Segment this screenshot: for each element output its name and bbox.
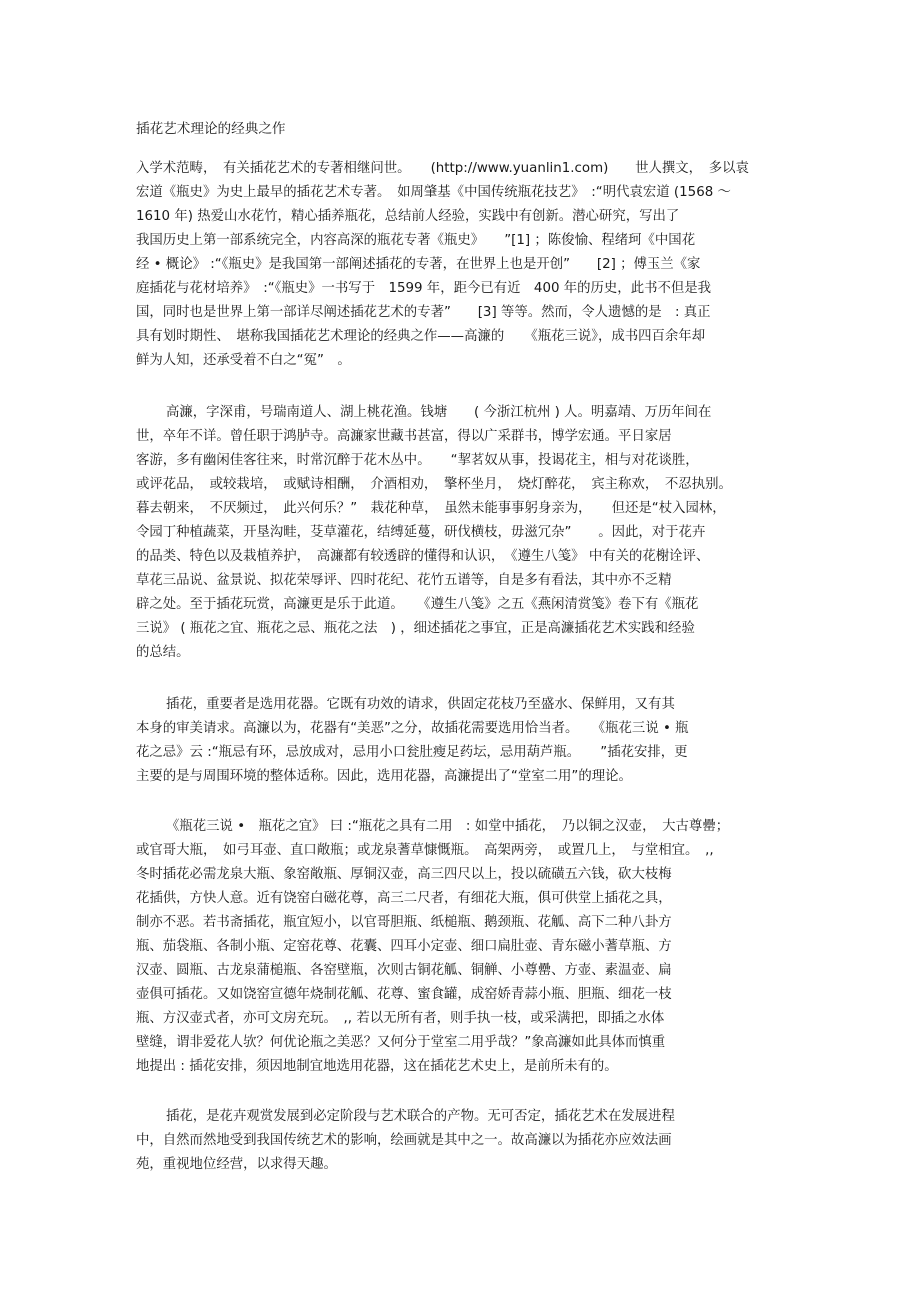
paragraph-2-line-3: 客游，多有幽闲佳客往来，时常沉醉于花木丛中。 “挈茗奴从事，投谒花主，相与对花谈胜，	[136, 453, 699, 468]
paragraph-5-line-3: 苑，重视地位经营，以求得天趣。	[136, 1157, 337, 1172]
paragraph-1-line-7: 国，同时也是世界上第一部详尽阐述插花艺术的专著” [3] 等等。然而，令人遗憾的是 : 真正	[136, 305, 711, 320]
document-title: 插花艺术理论的经典之作	[136, 121, 286, 137]
paragraph-4-line-3: 冬时插花必需龙泉大瓶、象窑敞瓶、厚铜汉壶，高三四尺以上，投以硫磺五六钱，砍大枝梅	[136, 867, 672, 882]
paragraph-4-line-1: 《瓶花三说 • 瓶花之宜》 曰 :“瓶花之具有二用 : 如堂中插花， 乃以铜之汉壶， 大古尊罍；	[166, 819, 730, 834]
paragraph-4-line-11: 地提出 : 插花安排，须因地制宜地选用花器，这在插花艺术史上，是前所未有的。	[136, 1059, 618, 1074]
paragraph-2-line-6: 令园丁种植蔬菜，开垦沟畦，芟草灌花，结缚延蔓，研伐横枝，毋滋冗杂” 。因此，对于花卉	[136, 525, 706, 540]
paragraph-2-line-10: 三说》 ( 瓶花之宜、瓶花之忌、瓶花之法 ) ，细述插花之事宜，正是高濂插花艺术实践和经验	[136, 621, 695, 636]
paragraph-3-line-3: 花之忌》云 :“瓶忌有环，忌放成对，忌用小口瓮肚瘦足药坛，忌用葫芦瓶。 ”插花安排，更	[136, 745, 688, 760]
paragraph-3-line-4: 主要的是与周围环境的整体适称。因此，选用花器，高濂提出了“堂室二用”的理论。	[136, 769, 632, 784]
paragraph-2-line-4: 或评花品， 或较栽培， 或赋诗相酬， 介酒相劝， 擎杯坐月， 烧灯醉花， 宾主称欢， 不忍执别。	[136, 477, 732, 492]
paragraph-3-line-2: 本身的审美请求。高濂以为，花器有“美恶”之分，故插花需要选用恰当者。 《瓶花三说 • 瓶	[136, 721, 689, 736]
paragraph-4-line-10: 壁缝，谓非爱花人欤？何优论瓶之美恶？又何分于堂室二用乎哉？”象高濂如此具体而慎重	[136, 1035, 666, 1050]
paragraph-2-line-5: 暮去朝来， 不厌频过， 此兴何乐？” 栽花种草， 虽然未能事事躬身亲为， 但还是“杖入园林，	[136, 501, 726, 516]
paragraph-4-line-5: 制亦不恶。若书斋插花，瓶宜短小，以官哥胆瓶、纸槌瓶、鹅颈瓶、花觚、高下二种八卦方	[136, 915, 672, 930]
paragraph-1-line-5: 经 • 概论》 :“《瓶史》是我国第一部阐述插花的专著，在世界上也是开创” [2] ；傅玉兰《家	[136, 257, 701, 272]
paragraph-1-line-6: 庭插花与花材培养》 :“《瓶史》一书写于 1599 年，距今已有近 400 年的历史，此书不但是我	[136, 281, 712, 296]
paragraph-4-line-4: 花插供，方快人意。近有饶窑白磁花尊，高三二尺者，有细花大瓶，俱可供堂上插花之具，	[136, 891, 672, 906]
paragraph-4-line-8: 壶俱可插花。又如饶窑宣德年烧制花觚、花尊、蜜食罐，成窑娇青蒜小瓶、胆瓶、细花一枝	[136, 987, 672, 1002]
paragraph-1-line-8: 具有划时期性、 堪称我国插花艺术理论的经典之作——高濂的 《瓶花三说》，成书四百余年却	[136, 329, 706, 344]
paragraph-1-line-4: 我国历史上第一部系统完全，内容高深的瓶花专著《瓶史》 ”[1] ；陈俊愉、程绪珂《中国花	[136, 233, 696, 248]
paragraph-2-line-9: 辟之处。至于插花玩赏，高濂更是乐于此道。 《遵生八笺》之五《燕闲清赏笺》卷下有《瓶花	[136, 597, 699, 612]
paragraph-1-line-9: 鲜为人知，还承受着不白之“冤” 。	[136, 353, 351, 368]
paragraph-1-line-2: 宏道《瓶史》为史上最早的插花艺术专著。 如周肇基《中国传统瓶花技艺》 :“明代袁宏道 (1568 ～	[136, 185, 731, 200]
paragraph-2-line-7: 的品类、特色以及栽植养护， 高濂都有较透辟的懂得和认识， 《遵生八笺》 中有关的花榭诠评、	[136, 549, 710, 564]
paragraph-3-line-1: 插花，重要者是选用花器。它既有功效的请求，供固定花枝乃至盛水、保鲜用，又有其	[166, 697, 675, 712]
paragraph-4-line-2: 或官哥大瓶， 如弓耳壶、直口敞瓶；或龙泉蓍草慷慨瓶。 高架两旁， 或置几上， 与堂相宜。 ,,	[136, 843, 714, 858]
paragraph-5-line-2: 中，自然而然地受到我国传统艺术的影响，绘画就是其中之一。故高濂以为插花亦应效法画	[136, 1133, 672, 1148]
paragraph-1-line-1: 入学术范畴， 有关插花艺术的专著相继问世。 (http://www.yuanlin1.com) 世人撰文， 多以袁	[136, 161, 749, 176]
paragraph-4-line-7: 汉壶、圆瓶、古龙泉蒲槌瓶、各窑壁瓶，次则古铜花觚、铜觯、小尊罍、方壶、素温壶、扁	[136, 963, 672, 978]
paragraph-2-line-8: 草花三品说、盆景说、拟花荣辱评、四时花纪、花竹五谱等，自是多有看法，其中亦不乏精	[136, 573, 672, 588]
paragraph-2-line-2: 世，卒年不详。曾任职于鸿胪寺。高濂家世藏书甚富，得以广采群书，博学宏通。平日家居	[136, 429, 672, 444]
paragraph-1-line-3: 1610 年) 热爱山水花竹，精心插养瓶花，总结前人经验，实践中有创新。潜心研究，写出了	[136, 209, 680, 224]
paragraph-2-line-1: 高濂，字深甫，号瑞南道人、湖上桃花渔。钱塘 ( 今浙江杭州 ) 人。明嘉靖、万历年间在	[166, 405, 712, 420]
paragraph-2-line-11: 的总结。	[136, 645, 190, 660]
paragraph-4-line-6: 瓶、茄袋瓶、各制小瓶、定窑花尊、花囊、四耳小定壶、细口扁肚壶、青东磁小蓍草瓶、方	[136, 939, 672, 954]
paragraph-4-line-9: 瓶、方汉壶式者，亦可文房充玩。 ,, 若以无所有者，则手执一枝，或采满把，即插之水体	[136, 1011, 665, 1026]
paragraph-5-line-1: 插花，是花卉观赏发展到必定阶段与艺术联合的产物。无可否定，插花艺术在发展进程	[166, 1109, 675, 1124]
